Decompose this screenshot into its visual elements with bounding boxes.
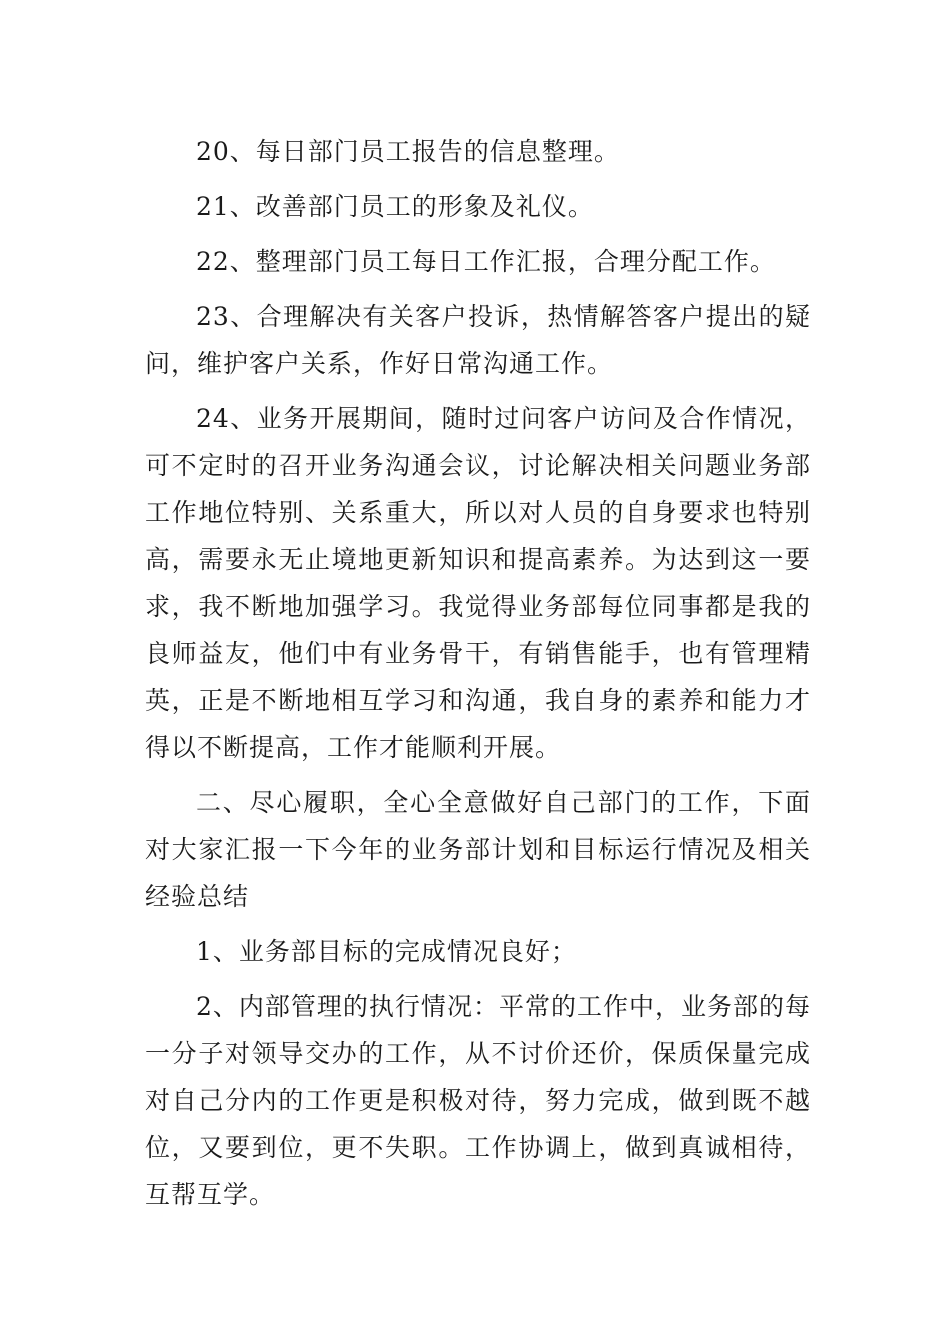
paragraph-item-2: 2、内部管理的执行情况：平常的工作中，业务部的每一分子对领导交办的工作，从不讨价还价，保质保量完成对自己分内的工作更是积极对待，努力完成，做到既不越位，又要到位，更不失职。工作协调上，做到真诚相待，互帮互学。 <box>145 992 811 1209</box>
section-heading-two: 二、尽心履职，全心全意做好自己部门的工作，下面对大家汇报一下今年的业务部计划和目标运行情况及相关经验总结 <box>145 788 811 911</box>
paragraph-item-24: 24、业务开展期间，随时过问客户访问及合作情况，可不定时的召开业务沟通会议，讨论解决相关问题业务部工作地位特别、关系重大，所以对人员的自身要求也特别高，需要永无止境地更新知识和提高素养。为达到这一要求，我不断地加强学习。我觉得业务部每位同事都是我的良师益友，他们中有业务骨干，有销售能手，也有管理精英，正是不断地相互学习和沟通，我自身的素养和能力才得以不断提高，工作才能顺利开展。 <box>145 404 811 762</box>
paragraph-item-23: 23、合理解决有关客户投诉，热情解答客户提出的疑问，维护客户关系，作好日常沟通工作。 <box>145 302 811 378</box>
document-body <box>145 128 811 1218</box>
paragraph-item-22: 22、整理部门员工每日工作汇报，合理分配工作。 <box>196 247 776 276</box>
paragraph-item-1: 1、业务部目标的完成情况良好； <box>196 937 577 966</box>
paragraph-item-21: 21、改善部门员工的形象及礼仪。 <box>196 192 594 221</box>
paragraph-item-20: 20、每日部门员工报告的信息整理。 <box>196 137 620 166</box>
